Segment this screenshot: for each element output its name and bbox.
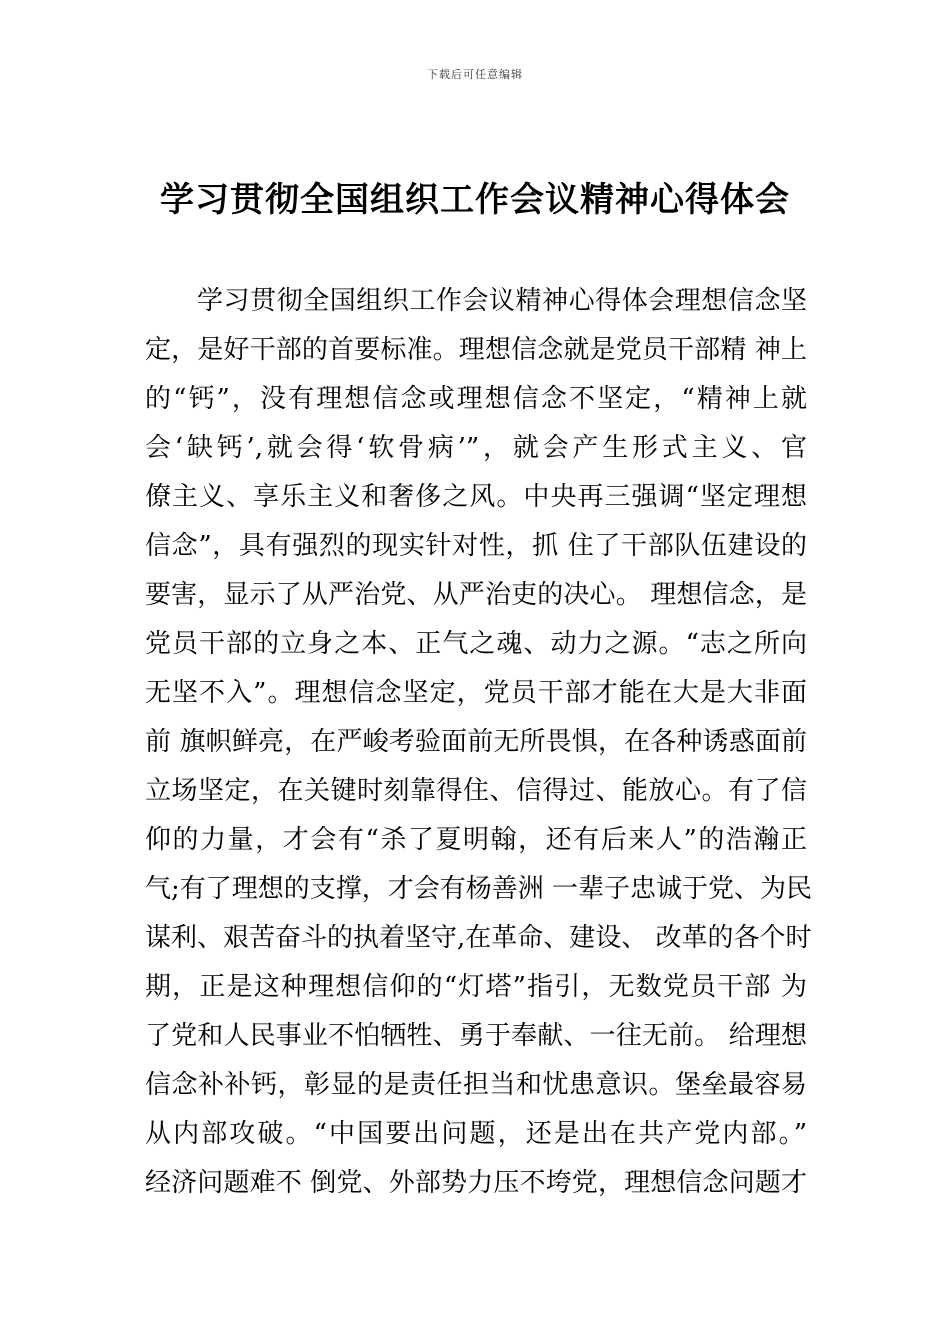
paragraph-line: 立场坚定，在关键时刻靠得住、信得过、能放心。有了信 [145,776,807,806]
paragraph-line: 从内部攻破。“中国要出问题，还是出在共产党内部。” [145,1119,807,1149]
paragraph-line: 信念补补钙，彰显的是责任担当和忧患意识。堡垒最容易 [145,1070,807,1100]
paragraph-line: 党员干部的立身之本、正气之魂、动力之源。“志之所向 [145,629,807,659]
header-note: 下载后可任意编辑 [427,68,523,81]
document-title: 学习贯彻全国组织工作会议精神心得体会 [160,180,790,220]
paragraph-line: 僚主义、享乐主义和奢侈之风。中央再三强调“坚定理想 [145,482,807,512]
paragraph-line: 学习贯彻全国组织工作会议精神心得体会理想信念坚 [197,286,807,316]
paragraph-line: 的“钙”，没有理想信念或理想信念不坚定，“精神上就 [145,384,807,414]
paragraph-line: 无坚不入”。理想信念坚定，党员干部才能在大是大非面 [145,678,807,708]
paragraph-line: 定，是好干部的首要标准。理想信念就是党员干部精 神上 [145,335,807,365]
body-paragraph [145,277,813,1208]
paragraph-line: 谋利、艰苦奋斗的执着坚守,在革命、建设、 改革的各个时 [145,923,812,953]
paragraph-line: 仰的力量，才会有“杀了夏明翰，还有后来人”的浩瀚正 [145,825,807,855]
paragraph-line: 气;有了理想的支撑，才会有杨善洲 一辈子忠诚于党、为民 [145,874,813,904]
paragraph-line: 经济问题难不 倒党、外部势力压不垮党，理想信念问题才 [145,1168,807,1198]
paragraph-line: 期，正是这种理想信仰的“灯塔”指引，无数党员干部 为 [145,972,807,1002]
paragraph-line: 前 旗帜鲜亮，在严峻考验面前无所畏惧，在各种诱惑面前 [145,727,807,757]
paragraph-line: 了党和人民事业不怕牺牲、勇于奉献、一往无前。 给理想 [145,1021,807,1051]
paragraph-line: 要害，显示了从严治党、从严治吏的决心。 理想信念，是 [145,580,807,610]
paragraph-line: 会‘缺钙’,就会得‘软骨病’”，就会产生形式主义、官 [145,433,807,463]
paragraph-line: 信念”，具有强烈的现实针对性，抓 住了干部队伍建设的 [145,531,807,561]
